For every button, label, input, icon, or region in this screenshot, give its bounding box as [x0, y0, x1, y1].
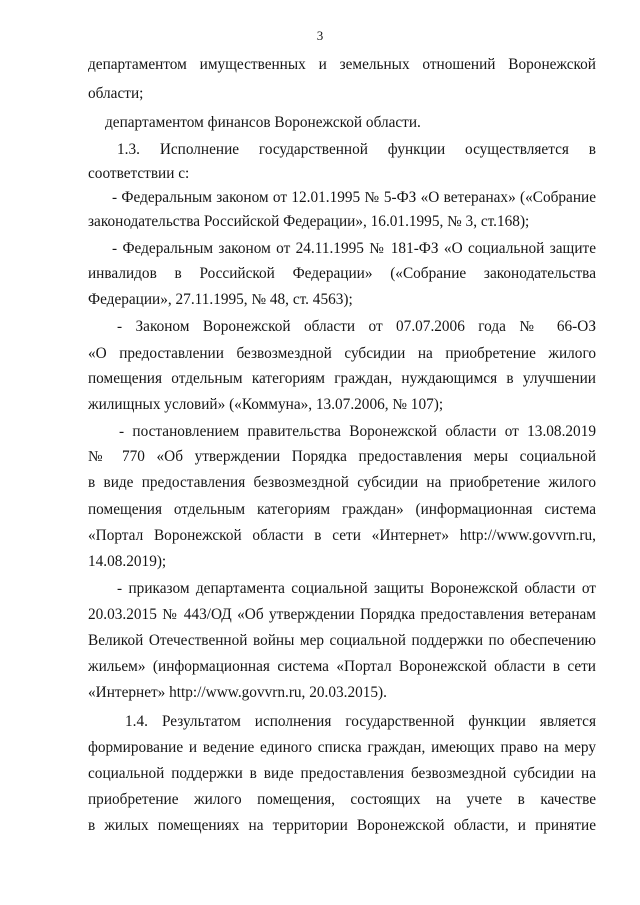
text-line: департаментом имущественных и земельных отношений Воронежской — [88, 56, 596, 73]
text-line: приобретение жилого помещения, состоящих на учете в качестве — [88, 791, 596, 808]
text-line: формирование и ведение единого списка граждан, имеющих право на меру — [88, 739, 596, 756]
page-number: 3 — [316, 28, 324, 43]
text-line: «Интернет» http://www.govvrn.ru, 20.03.2015). — [88, 684, 387, 701]
text-line: соответствии с: — [88, 165, 190, 182]
text-line: 1.3. Исполнение государственной функции осуществляется в — [117, 141, 596, 158]
text-line: помещения отдельным категориям граждан, нуждающимся в улучшении — [88, 370, 596, 387]
text-line: помещения отдельным категориям граждан» (информационная система — [88, 501, 596, 518]
text-line: - постановлением правительства Воронежской области от 13.08.2019 — [119, 423, 596, 440]
text-line: № 770 «Об утверждении Порядка предоставления меры социальной — [88, 448, 596, 465]
text-line: в жилых помещениях на территории Воронежской области, и принятие — [88, 817, 596, 834]
text-line: Великой Отечественной войны мер социальной поддержки по обеспечению — [88, 632, 596, 649]
text-line: «Портал Воронежской области в сети «Интернет» http://www.govvrn.ru, — [88, 527, 596, 544]
text-line: департаментом финансов Воронежской области. — [105, 114, 421, 131]
text-line: - приказом департамента социальной защиты Воронежской области от — [117, 580, 596, 597]
text-line: - Федеральным законом от 24.11.1995 № 181-ФЗ «О социальной защите — [112, 240, 596, 257]
text-line: жильем» (информационная система «Портал Воронежской области в сети — [88, 658, 596, 675]
text-line: - Законом Воронежской области от 07.07.2006 года № 66-ОЗ — [117, 318, 596, 335]
text-line: в виде предоставления безвозмездной субсидии на приобретение жилого — [88, 474, 596, 491]
text-line: 1.4. Результатом исполнения государственной функции является — [125, 713, 596, 730]
text-line: Федерации», 27.11.1995, № 48, ст. 4563); — [88, 291, 353, 308]
text-line: жилищных условий» («Коммуна», 13.07.2006, № 107); — [88, 396, 444, 413]
text-line: - Федеральным законом от 12.01.1995 № 5-ФЗ «О ветеранах» («Собрание — [112, 189, 596, 206]
text-line: законодательства Российской Федерации», 16.01.1995, № 3, ст.168); — [88, 213, 530, 230]
text-line: 14.08.2019); — [88, 553, 167, 570]
text-line: «О предоставлении безвозмездной субсидии на приобретение жилого — [88, 345, 596, 362]
text-line: 20.03.2015 № 443/ОД «Об утверждении Порядка предоставления ветеранам — [88, 606, 596, 623]
text-line: инвалидов в Российской Федерации» («Собрание законодательства — [88, 265, 596, 282]
text-line: области; — [88, 85, 144, 102]
text-line: социальной поддержки в виде предоставления безвозмездной субсидии на — [88, 765, 596, 782]
